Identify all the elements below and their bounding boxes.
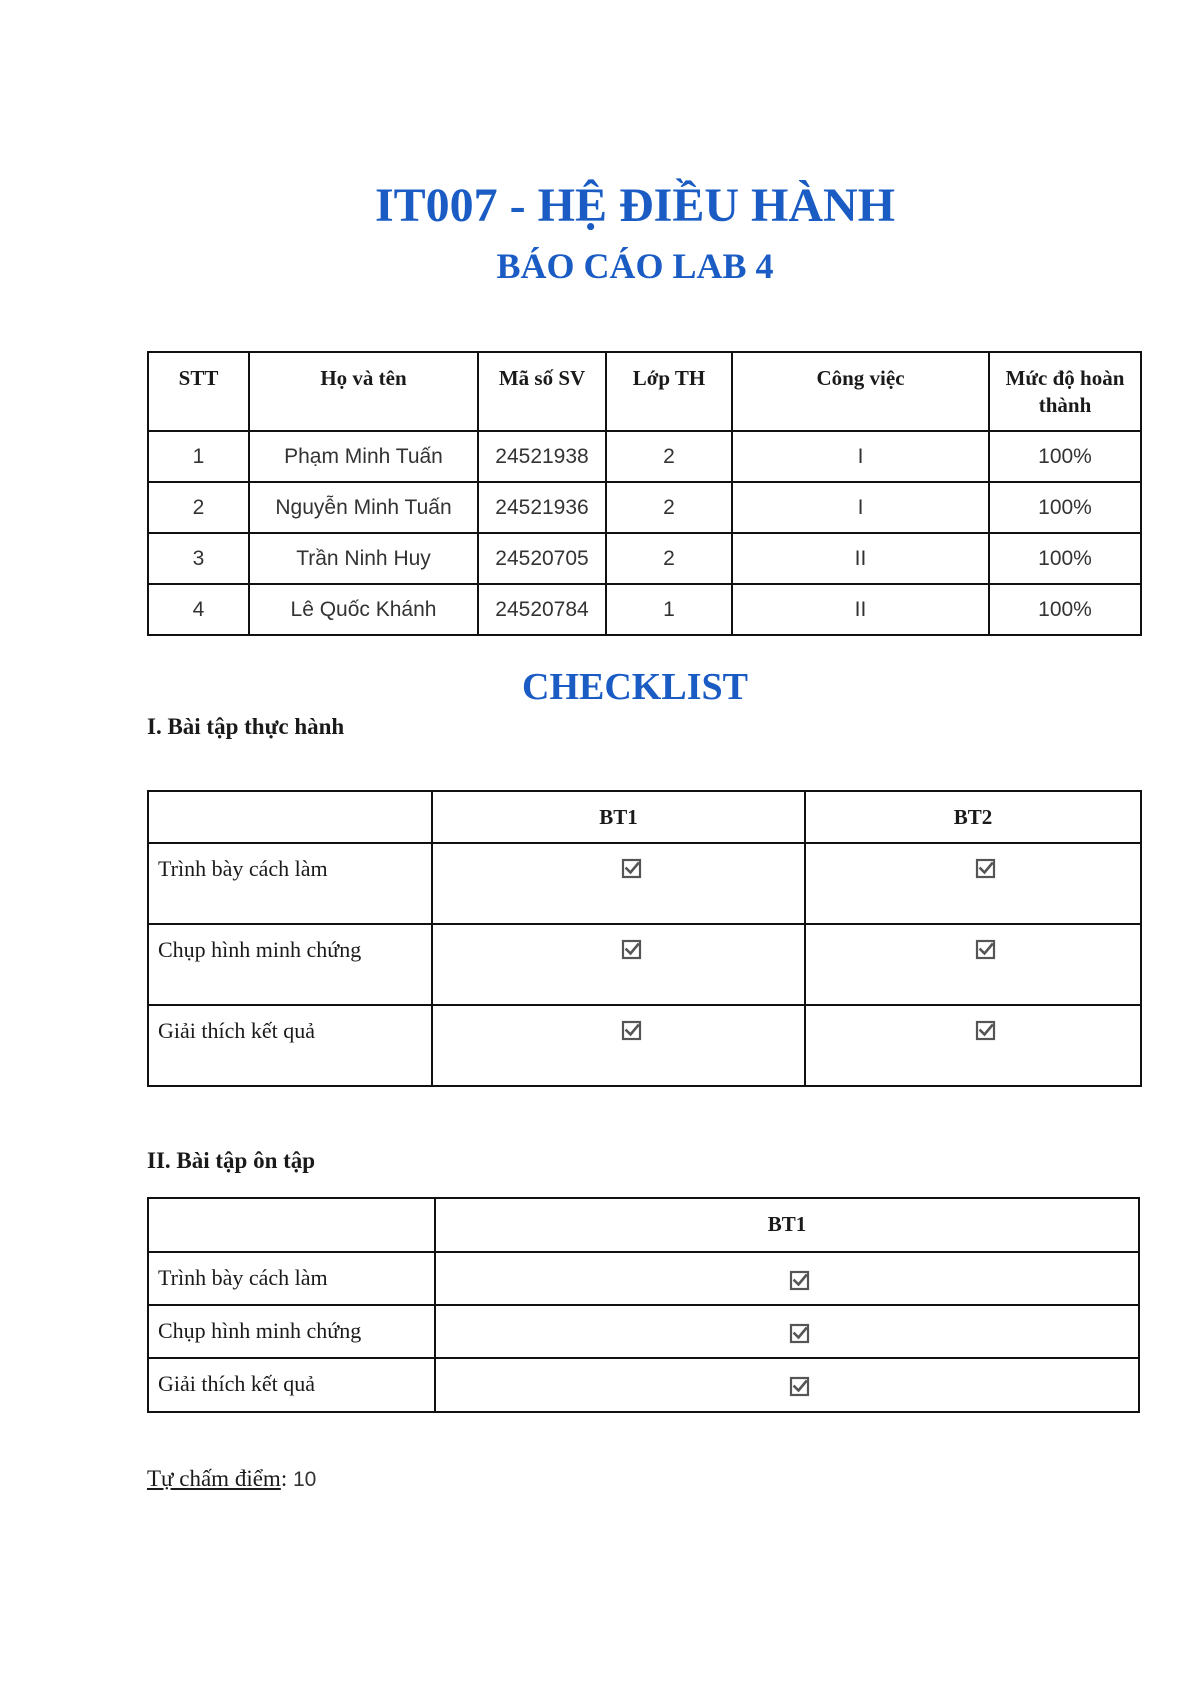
table-row: [148, 843, 1141, 924]
header-student-id: Mã số SV: [478, 352, 606, 431]
self-score-colon: :: [280, 1466, 293, 1491]
column-header-bt2: BT2: [805, 791, 1141, 843]
members-table: [147, 351, 1142, 636]
criterion-label: Trình bày cách làm: [148, 1252, 435, 1305]
member-completion: 100%: [989, 584, 1141, 635]
header-name: Họ và tên: [249, 352, 478, 431]
checked-checkbox-icon[interactable]: [621, 857, 643, 879]
checklist-header-row: [148, 1198, 1139, 1252]
member-student-id: 24521938: [478, 431, 606, 482]
member-task: II: [732, 584, 989, 635]
self-score-label: Tự chấm điểm: [147, 1466, 281, 1491]
member-stt: 2: [148, 482, 249, 533]
check-cell: [435, 1305, 1139, 1358]
section-heading-practice: I. Bài tập thực hành: [147, 714, 345, 739]
checked-checkbox-icon[interactable]: [975, 857, 997, 879]
member-task: I: [732, 482, 989, 533]
table-row: [148, 1252, 1139, 1305]
member-completion: 100%: [989, 431, 1141, 482]
checked-checkbox-icon[interactable]: [621, 938, 643, 960]
member-class: 2: [606, 533, 732, 584]
check-cell: [435, 1252, 1139, 1305]
self-score: [147, 1464, 316, 1495]
member-stt: 1: [148, 431, 249, 482]
criterion-label: Chụp hình minh chứng: [148, 924, 432, 1005]
checked-checkbox-icon[interactable]: [789, 1269, 811, 1291]
header-completion: Mức độ hoàn thành: [989, 352, 1141, 431]
checklist-header-row: [148, 791, 1141, 843]
self-score-value: 10: [292, 1468, 317, 1491]
criterion-label: Trình bày cách làm: [148, 843, 432, 924]
page-title: IT007 - HỆ ĐIỀU HÀNH: [374, 179, 896, 232]
table-row: [148, 1305, 1139, 1358]
checklist-review-table: [147, 1197, 1140, 1413]
member-name: Lê Quốc Khánh: [249, 584, 478, 635]
members-header-row: [148, 352, 1141, 431]
checked-checkbox-icon[interactable]: [975, 938, 997, 960]
checked-checkbox-icon[interactable]: [789, 1322, 811, 1344]
table-row: [148, 533, 1141, 584]
table-row: [148, 924, 1141, 1005]
member-student-id: 24521936: [478, 482, 606, 533]
column-header-bt1: BT1: [432, 791, 805, 843]
member-class: 1: [606, 584, 732, 635]
check-cell: [805, 1005, 1141, 1086]
page-subtitle: BÁO CÁO LAB 4: [496, 246, 774, 286]
member-task: I: [732, 431, 989, 482]
header-task: Công việc: [732, 352, 989, 431]
member-student-id: 24520705: [478, 533, 606, 584]
checked-checkbox-icon[interactable]: [975, 1019, 997, 1041]
table-row: [148, 584, 1141, 635]
criterion-label: Giải thích kết quả: [148, 1005, 432, 1086]
table-row: [148, 1005, 1141, 1086]
checklist-practice-table: [147, 790, 1142, 1087]
criterion-label: Chụp hình minh chứng: [148, 1305, 435, 1358]
member-completion: 100%: [989, 482, 1141, 533]
checklist-title: CHECKLIST: [522, 666, 748, 708]
member-name: Nguyễn Minh Tuấn: [249, 482, 478, 533]
section-heading-review: II. Bài tập ôn tập: [147, 1148, 316, 1173]
member-student-id: 24520784: [478, 584, 606, 635]
member-stt: 3: [148, 533, 249, 584]
member-class: 2: [606, 482, 732, 533]
header-stt: STT: [148, 352, 249, 431]
header-class: Lớp TH: [606, 352, 732, 431]
member-completion: 100%: [989, 533, 1141, 584]
member-stt: 4: [148, 584, 249, 635]
table-row: [148, 1358, 1139, 1412]
empty-header-cell: [148, 1198, 435, 1252]
member-name: Phạm Minh Tuấn: [249, 431, 478, 482]
check-cell: [432, 924, 805, 1005]
checked-checkbox-icon[interactable]: [621, 1019, 643, 1041]
table-row: [148, 482, 1141, 533]
member-class: 2: [606, 431, 732, 482]
column-header-bt1: BT1: [435, 1198, 1139, 1252]
check-cell: [805, 924, 1141, 1005]
member-name: Trần Ninh Huy: [249, 533, 478, 584]
check-cell: [432, 1005, 805, 1086]
check-cell: [805, 843, 1141, 924]
check-cell: [432, 843, 805, 924]
checked-checkbox-icon[interactable]: [789, 1375, 811, 1397]
criterion-label: Giải thích kết quả: [148, 1358, 435, 1412]
member-task: II: [732, 533, 989, 584]
table-row: [148, 431, 1141, 482]
empty-header-cell: [148, 791, 432, 843]
check-cell: [435, 1358, 1139, 1412]
